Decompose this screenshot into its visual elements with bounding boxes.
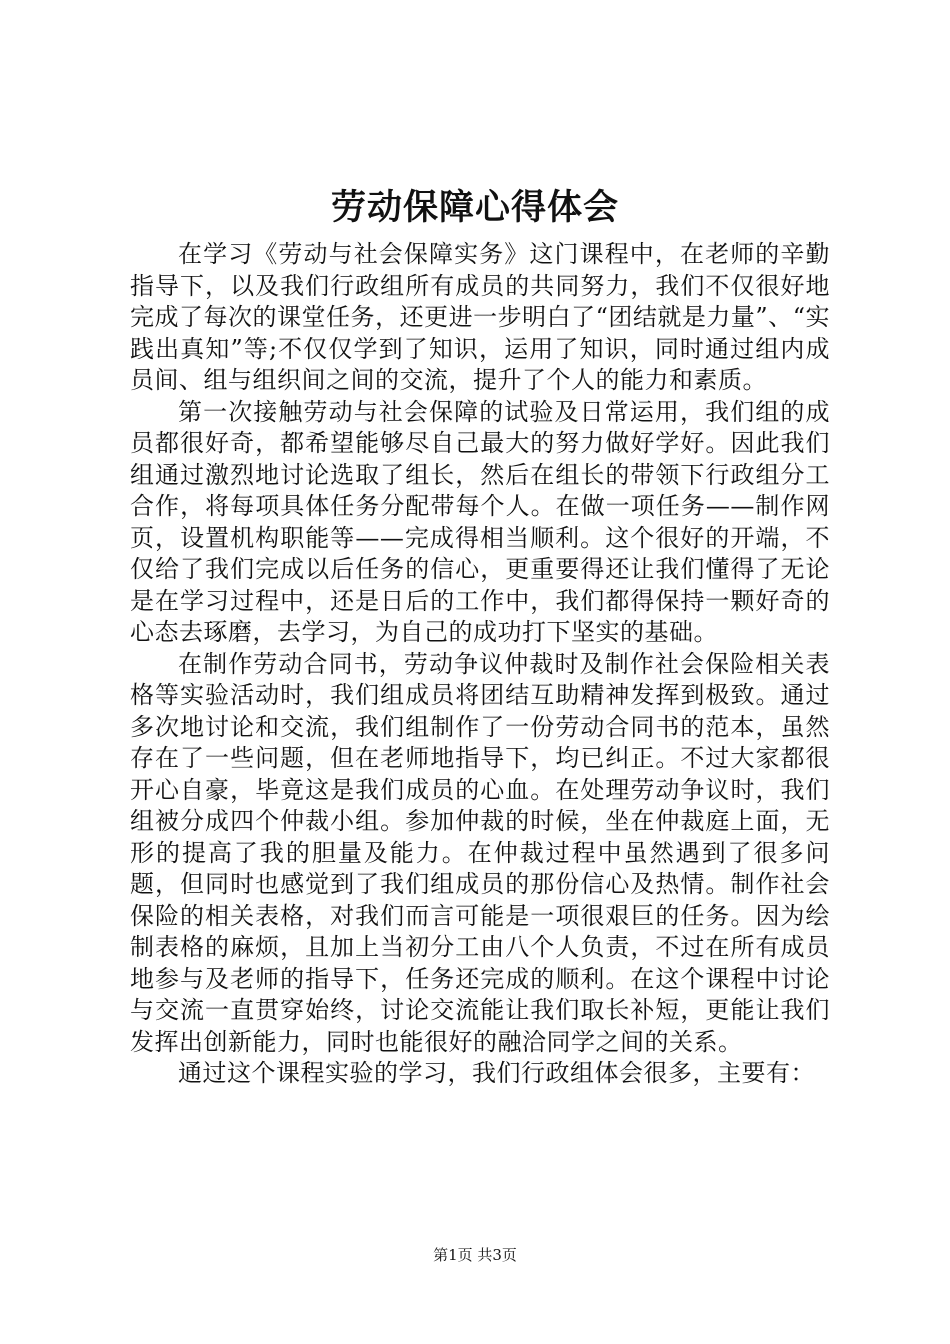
paragraph-2: 第一次接触劳动与社会保障的试验及日常运用，我们组的成员都很好奇，都希望能够尽自己最大的努力做好学好。因此我们组通过激烈地讨论选取了组长，然后在组长的带领下行政组分工合作，将每项具体任务分配带每个人。在做一项任务——制作网页，设置机构职能等——完成得相当顺利。这个很好的开端，不仅给了我们完成以后任务的信心，更重要得还让我们懂得了无论是在学习过程中，还是日后的工作中，我们都得保持一颗好奇的心态去琢磨，去学习，为自己的成功打下坚实的基础。 [130, 397, 830, 646]
document-title: 劳动保障心得体会 [330, 187, 619, 228]
paragraph-4: 通过这个课程实验的学习，我们行政组体会很多，主要有： [178, 1059, 815, 1087]
paragraph-1: 在学习《劳动与社会保障实务》这门课程中，在老师的辛勤指导下，以及我们行政组所有成员的共同努力，我们不仅很好地完成了每次的课堂任务，还更进一步明白了“团结就是力量”、“实践出真知”等;不仅仅学到了知识，运用了知识，同时通过组内成员间、组与组织间之间的交流，提升了个人的能力和素质。 [130, 240, 830, 394]
page-number-footer: 第1页 共3页 [433, 1246, 517, 1264]
document-body [130, 239, 830, 1090]
paragraph-3: 在制作劳动合同书，劳动争议仲裁时及制作社会保险相关表格等实验活动时，我们组成员将团结互助精神发挥到极致。通过多次地讨论和交流，我们组制作了一份劳动合同书的范本，虽然存在了一些问题，但在老师地指导下，均已纠正。不过大家都很开心自豪，毕竟这是我们成员的心血。在处理劳动争议时，我们组被分成四个仲裁小组。参加仲裁的时候，坐在仲裁庭上面，无形的提高了我的胆量及能力。在仲裁过程中虽然遇到了很多问题，但同时也感觉到了我们组成员的那份信心及热情。制作社会保险的相关表格，对我们而言可能是一项很艰巨的任务。因为绘制表格的麻烦，且加上当初分工由八个人负责，不过在所有成员地参与及老师的指导下，任务还完成的顺利。在这个课程中讨论与交流一直贯穿始终，讨论交流能让我们取长补短，更能让我们发挥出创新能力，同时也能很好的融洽同学之间的关系。 [130, 649, 830, 1056]
